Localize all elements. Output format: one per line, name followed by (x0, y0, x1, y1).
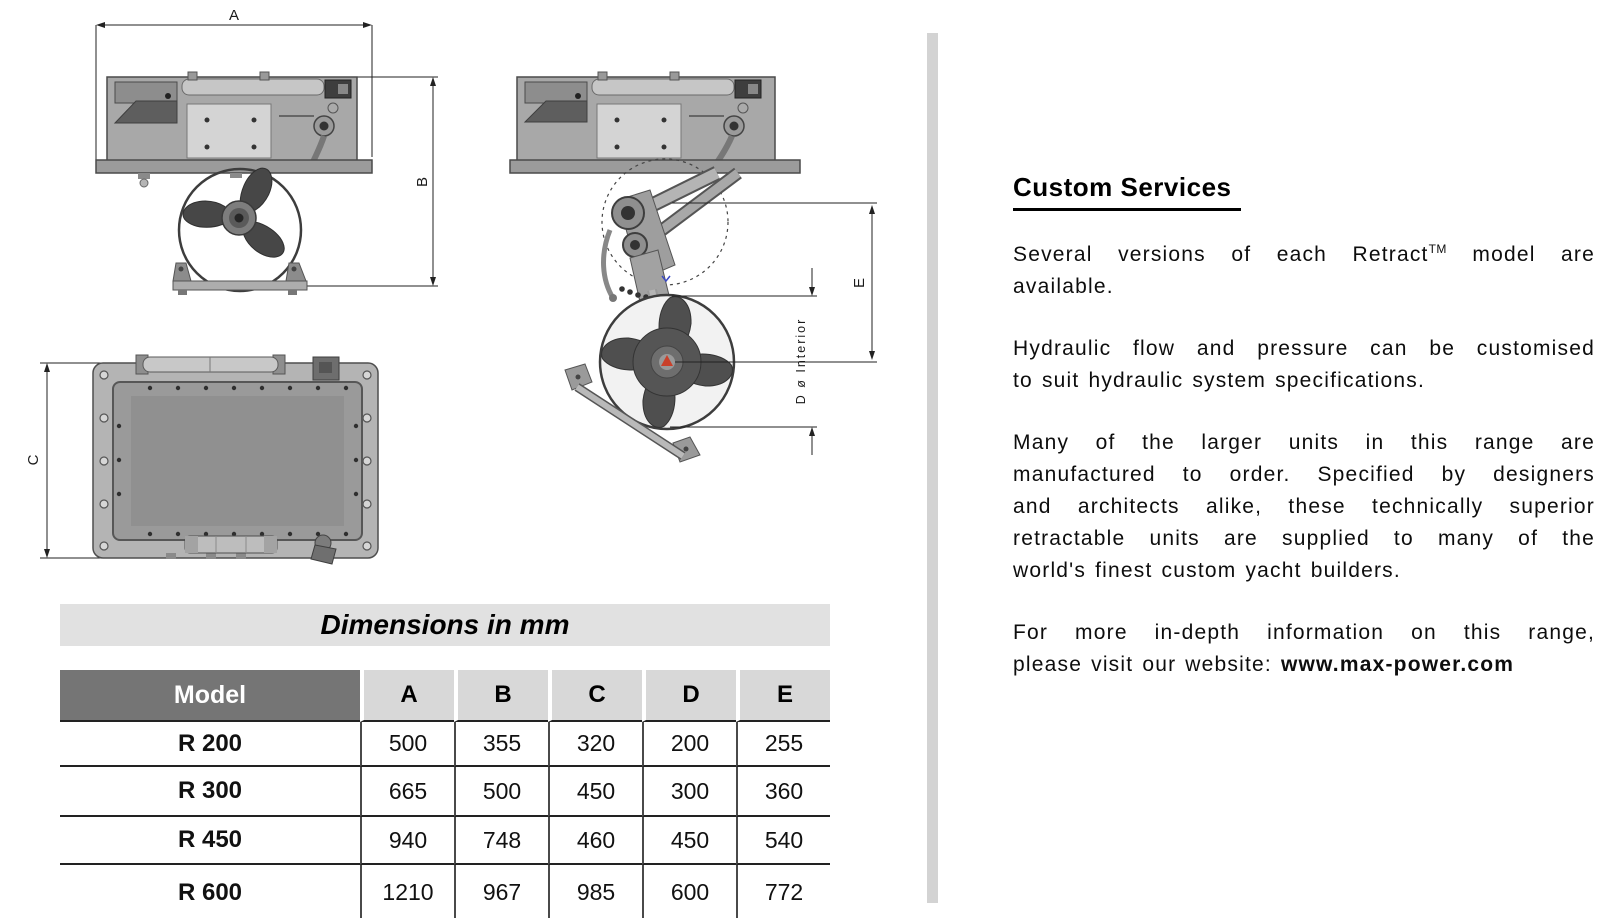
body-line: available. (1013, 275, 1114, 298)
dim-value: 450 (548, 767, 642, 817)
column-header-a: A (360, 670, 454, 722)
table-row (60, 722, 830, 767)
column-header-model: Model (60, 670, 360, 722)
custom-services-section (1013, 170, 1595, 681)
dim-value: 200 (642, 722, 736, 767)
dimensions-table (60, 670, 830, 918)
dim-value: 460 (548, 817, 642, 865)
dim-value: 940 (360, 817, 454, 865)
dim-value: 355 (454, 722, 548, 767)
dim-label-e: E (851, 277, 868, 289)
dim-value: 665 (360, 767, 454, 817)
column-header-e: E (736, 670, 830, 722)
table-header-row (60, 670, 830, 722)
model-name: R 600 (177, 878, 243, 906)
dim-value: 255 (736, 722, 830, 767)
dim-value: 500 (454, 767, 548, 817)
dim-label-b: B (414, 176, 431, 188)
body-line: please visit our website: www.max-power.com (1013, 653, 1515, 676)
body-line: and architects alike, these technically superior (1013, 495, 1595, 518)
dim-value: 772 (736, 865, 830, 918)
body-line: retractable units are supplied to many of the (1013, 527, 1595, 550)
model-name: R 200 (60, 722, 360, 767)
body-line: world's finest custom yacht builders. (1013, 559, 1401, 582)
dim-value: 540 (736, 817, 830, 865)
dim-value: 967 (454, 865, 548, 918)
trademark-superscript: TM (1428, 242, 1447, 256)
model-name: R 300 (60, 767, 360, 817)
body-line: manufactured to order. Specified by designers (1013, 463, 1595, 486)
front-view-drawing (80, 5, 450, 295)
top-view-drawing (20, 340, 400, 565)
body-line: Many of the larger units in this range are (1013, 431, 1595, 454)
table-row (60, 817, 830, 865)
model-name: R 450 (60, 817, 360, 865)
propeller-front (179, 163, 301, 291)
dim-value: 600 (642, 865, 736, 918)
dim-value: 748 (454, 817, 548, 865)
dim-value: 450 (642, 817, 736, 865)
dim-value: 360 (736, 767, 830, 817)
column-header-b: B (454, 670, 548, 722)
table-row (60, 865, 830, 918)
dim-value: 500 (360, 722, 454, 767)
mounting-plate-top-view (93, 355, 378, 564)
body-line: For more in-depth information on this range, (1013, 621, 1595, 644)
section-heading (1013, 170, 1595, 211)
body-line: to suit hydraulic system specifications. (1013, 369, 1425, 392)
side-view-drawing (480, 40, 900, 470)
website-link[interactable]: www.max-power.com (1280, 653, 1515, 676)
dim-label-c: C (25, 454, 42, 466)
body-line: Several versions of each Retract™ model are (1013, 242, 1595, 266)
table-row (60, 767, 830, 817)
dim-label-a: A (228, 7, 240, 24)
dim-value: 320 (548, 722, 642, 767)
column-header-c: C (548, 670, 642, 722)
body-line: Hydraulic flow and pressure can be customised (1013, 337, 1595, 360)
table-caption: Dimensions in mm (320, 609, 570, 640)
section-divider (927, 33, 938, 903)
dim-value: 300 (642, 767, 736, 817)
thruster-housing-side (510, 72, 800, 175)
table-caption-bar (60, 604, 830, 646)
dim-value: 1210 (360, 865, 454, 918)
dim-value: 985 (548, 865, 642, 918)
column-header-d: D (642, 670, 736, 722)
section-heading-text: Custom Services (1013, 170, 1241, 211)
dim-label-d-interior: D ø Interior (794, 317, 808, 405)
